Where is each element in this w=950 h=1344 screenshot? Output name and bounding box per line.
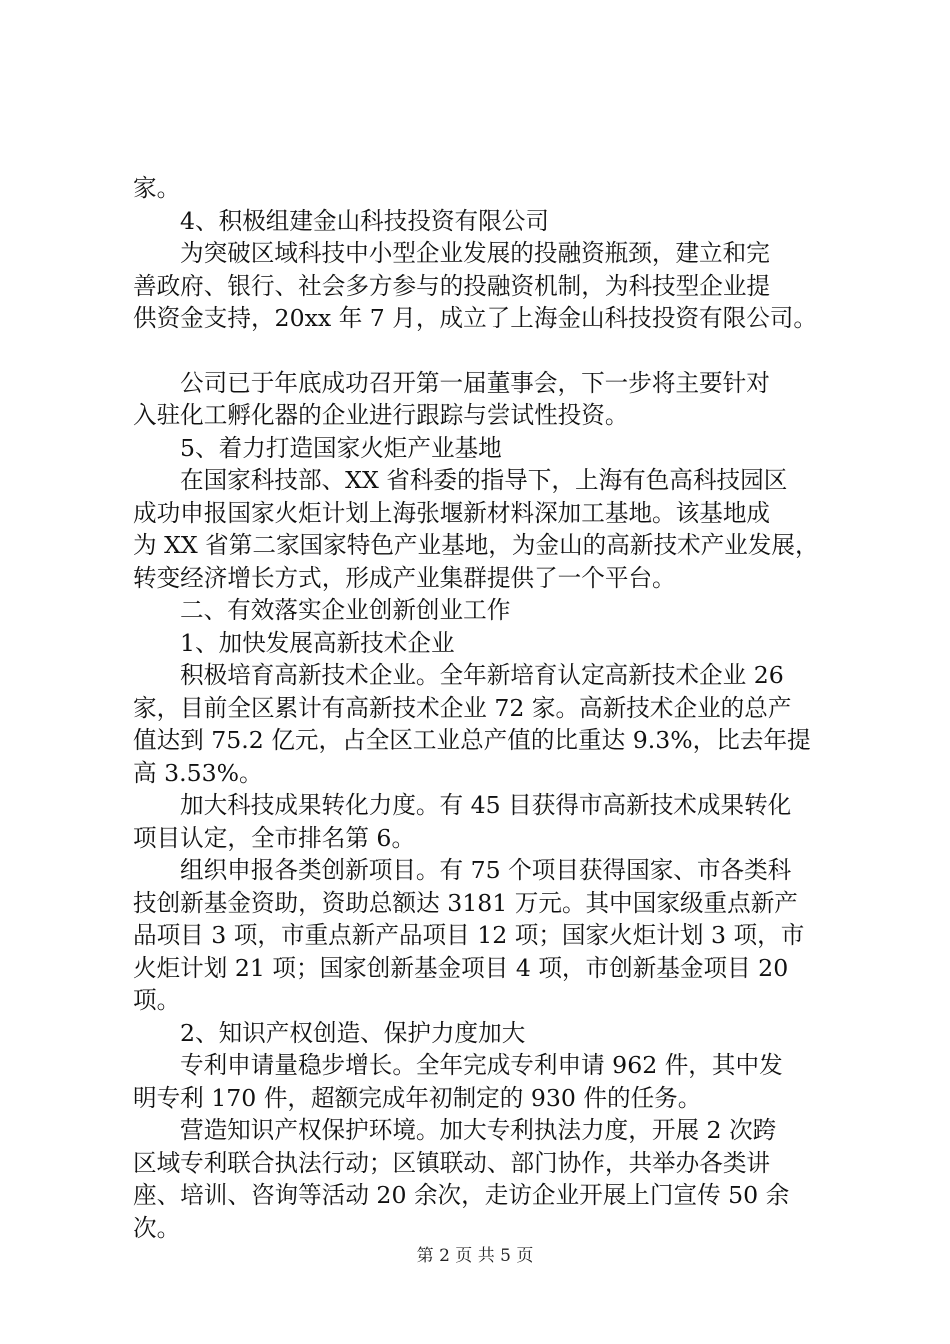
text-line: 区域专利联合执法行动；区镇联动、部门协作，共举办各类讲	[133, 1148, 771, 1177]
document-body	[133, 172, 845, 1244]
text-line: 值达到 75.2 亿元，占全区工业总产值的比重达 9.3%，比去年提	[133, 726, 811, 754]
text-line: 高 3.53%。	[133, 758, 263, 787]
text-line: 供资金支持，20xx 年 7 月，成立了上海金山科技投资有限公司。	[133, 304, 817, 332]
text-line: 家。	[133, 174, 181, 202]
section-heading: 1、加快发展高新技术企业	[180, 628, 455, 657]
text-line: 为突破区域科技中小型企业发展的投融资瓶颈，建立和完	[180, 239, 770, 267]
text-line: 善政府、银行、社会多方参与的投融资机制，为科技型企业提	[133, 271, 771, 300]
text-line: 公司已于年底成功召开第一届董事会，下一步将主要针对	[180, 368, 770, 397]
text-line: 品项目 3 项，市重点新产品项目 12 项；国家火炬计划 3 项，市	[133, 921, 805, 949]
page-footer	[0, 1244, 950, 1268]
text-line: 入驻化工孵化器的企业进行跟踪与尝试性投资。	[133, 401, 629, 429]
text-line: 加大科技成果转化力度。有 45 目获得市高新技术成果转化	[180, 791, 792, 819]
text-line: 在国家科技部、XX 省科委的指导下，上海有色高科技园区	[180, 466, 788, 494]
text-line: 家，目前全区累计有高新技术企业 72 家。高新技术企业的总产	[133, 693, 792, 722]
text-line: 火炬计划 21 项；国家创新基金项目 4 项，市创新基金项目 20	[133, 953, 789, 982]
section-heading: 二、有效落实企业创新创业工作	[180, 596, 511, 624]
text-line: 积极培育高新技术企业。全年新培育认定高新技术企业 26	[180, 661, 784, 689]
text-line: 技创新基金资助，资助总额达 3181 万元。其中国家级重点新产	[133, 888, 798, 917]
text-line: 营造知识产权保护环境。加大专利执法力度，开展 2 次跨	[180, 1116, 777, 1144]
section-heading: 4、积极组建金山科技投资有限公司	[180, 206, 549, 235]
text-line: 项。	[133, 986, 181, 1014]
paragraph-gap	[133, 335, 845, 367]
text-line: 项目认定，全市排名第 6。	[133, 823, 416, 852]
section-heading: 2、知识产权创造、保护力度加大	[180, 1018, 526, 1047]
text-line: 专利申请量稳步增长。全年完成专利申请 962 件，其中发	[180, 1051, 783, 1079]
text-line: 明专利 170 件，超额完成年初制定的 930 件的任务。	[133, 1083, 702, 1112]
text-line: 转变经济增长方式，形成产业集群提供了一个平台。	[133, 563, 676, 592]
text-line: 组织申报各类创新项目。有 75 个项目获得国家、市各类科	[180, 856, 792, 884]
text-line: 座、培训、咨询等活动 20 余次，走访企业开展上门宣传 50 余	[133, 1181, 790, 1209]
section-heading: 5、着力打造国家火炬产业基地	[180, 433, 502, 462]
text-line: 成功申报国家火炬计划上海张堰新材料深加工基地。该基地成	[133, 498, 771, 527]
page-number: 第 2 页 共 5 页	[416, 1246, 534, 1266]
text-line: 为 XX 省第二家国家特色产业基地，为金山的高新技术产业发展，	[133, 531, 819, 559]
text-line: 次。	[133, 1213, 181, 1242]
